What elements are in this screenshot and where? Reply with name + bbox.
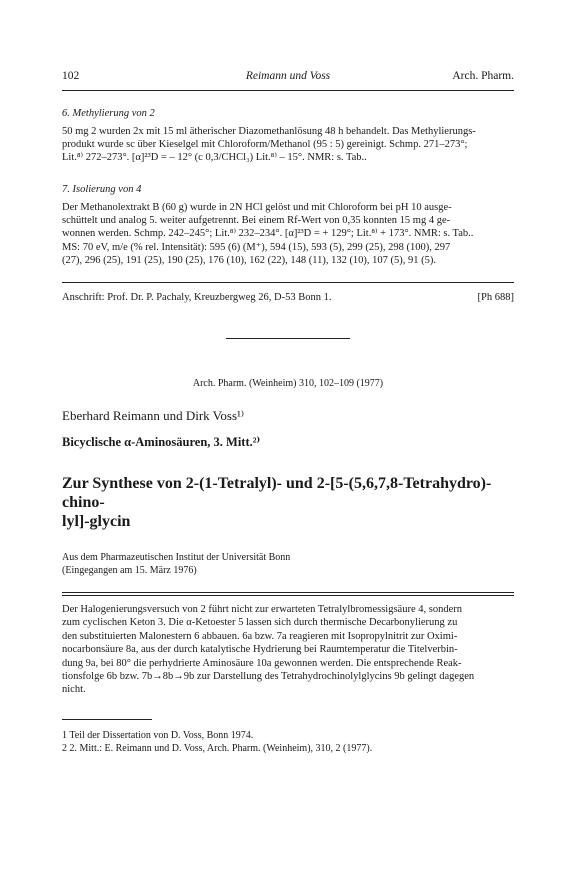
article-authors: Eberhard Reimann und Dirk Voss¹⁾ <box>62 408 245 423</box>
address: Anschrift: Prof. Dr. P. Pachaly, Kreuzbergweg 26, D-53 Bonn 1. <box>62 292 332 303</box>
abstract-rule-top-2 <box>62 595 514 596</box>
text-line: schüttelt und analog 5. weiter aufgetrennt. Bei einem Rf-Wert von 0,35 konnten 15 mg 4 ge- <box>62 215 451 227</box>
header-rule <box>62 90 514 91</box>
title-line: lyl]-glycin <box>62 513 131 530</box>
abstract-line: dung 9a, bei 80° die perhydrierte Aminosäure 10a gewonnen werden. Die entsprechende Reak- <box>62 657 462 669</box>
text-line: MS: 70 eV, m/e (% rel. Intensität): 595 (6) (M⁺), 594 (15), 593 (5), 299 (25), 298 (100), 297 <box>62 241 451 253</box>
abstract-line: zum cyclischen Keton 3. Die α-Ketoester 5 lassen sich durch thermische Decarbonylierung zu <box>62 617 458 629</box>
manuscript-code: [Ph 688] <box>477 292 514 303</box>
title-line: Zur Synthese von 2-(1-Tetralyl)- und 2-[5-(5,6,7,8-Tetrahydro)-chino- <box>62 475 492 511</box>
affiliation <box>62 551 290 577</box>
text-line: produkt wurde sc über Kieselgel mit Chloroform/Methanol (95 : 5) gereinigt. Schmp. 271–273°; <box>62 139 468 151</box>
separator-rule <box>226 338 350 339</box>
abstract-rule-top <box>62 592 514 593</box>
running-journal: Arch. Pharm. <box>452 70 514 82</box>
running-authors: Reimann und Voss <box>245 70 331 82</box>
footnote-1: 1 Teil der Dissertation von D. Voss, Bonn 1974. <box>62 730 254 741</box>
abstract-line: tionsfolge 6b bzw. 7b→8b→9b zur Darstellung des Tetrahydrochinolylglycins 9b gelingt dagegen <box>62 671 475 683</box>
abstract-line: Der Halogenierungsversuch von 2 führt nicht zur erwarteten Tetralylbromessigsäure 4, sondern <box>62 604 462 615</box>
article-title <box>62 474 514 531</box>
text-line: (27), 296 (25), 191 (25), 190 (25), 176 (10), 162 (22), 148 (11), 132 (10), 107 (5), 91 (5). <box>62 254 437 266</box>
text-line: Der Methanolextrakt B (60 g) wurde in 2N HCl gelöst und mit Chloroform bei pH 10 ausge- <box>62 202 452 213</box>
series-title: Bicyclische α-Aminosäuren, 3. Mitt.²⁾ <box>62 435 261 449</box>
section-7-title: 7. Isolierung von 4 <box>62 184 142 195</box>
abstract-line: nicht. <box>62 684 86 696</box>
citation: Arch. Pharm. (Weinheim) 310, 102–109 (1977) <box>192 378 384 389</box>
abstract-line: nocarbonsäure 8a, aus der durch katalytische Hydrierung bei Raumtemperatur die Titelverbin- <box>62 644 458 656</box>
divider-rule <box>62 282 514 283</box>
section-6-title: 6. Methylierung von 2 <box>62 108 155 119</box>
text-line: Lit.⁸⁾ 272–273°. [α]²³D = – 12° (c 0,3/CHCl₃) Lit.⁸⁾ – 15°. NMR: s. Tab.. <box>62 152 367 164</box>
affiliation-line: Aus dem Pharmazeutischen Institut der Universität Bonn <box>62 552 291 563</box>
text-line: wonnen werden. Schmp. 242–245°; Lit.⁸⁾ 232–234°. [α]²³D = + 129°; Lit.⁸⁾ + 173°. NMR: s. Tab.. <box>62 228 474 240</box>
section-6-body <box>62 125 514 165</box>
footnotes <box>62 729 372 755</box>
text-line: 50 mg 2 wurden 2x mit 15 ml ätherischer Diazomethanlösung 48 h behandelt. Das Methylierungs- <box>62 126 476 137</box>
abstract-line: den substituierten Malonestern 6 abbauen. 6a bzw. 7a reagieren mit Isopropylnitrit zur Oximi- <box>62 630 458 642</box>
page-number: 102 <box>62 70 80 82</box>
abstract <box>62 603 514 697</box>
received-date: (Eingegangen am 15. März 1976) <box>62 565 197 576</box>
footnote-2: 2 2. Mitt.: E. Reimann und D. Voss, Arch. Pharm. (Weinheim), 310, 2 (1977). <box>62 743 373 754</box>
footnote-rule <box>62 719 152 720</box>
section-7-body <box>62 201 514 267</box>
